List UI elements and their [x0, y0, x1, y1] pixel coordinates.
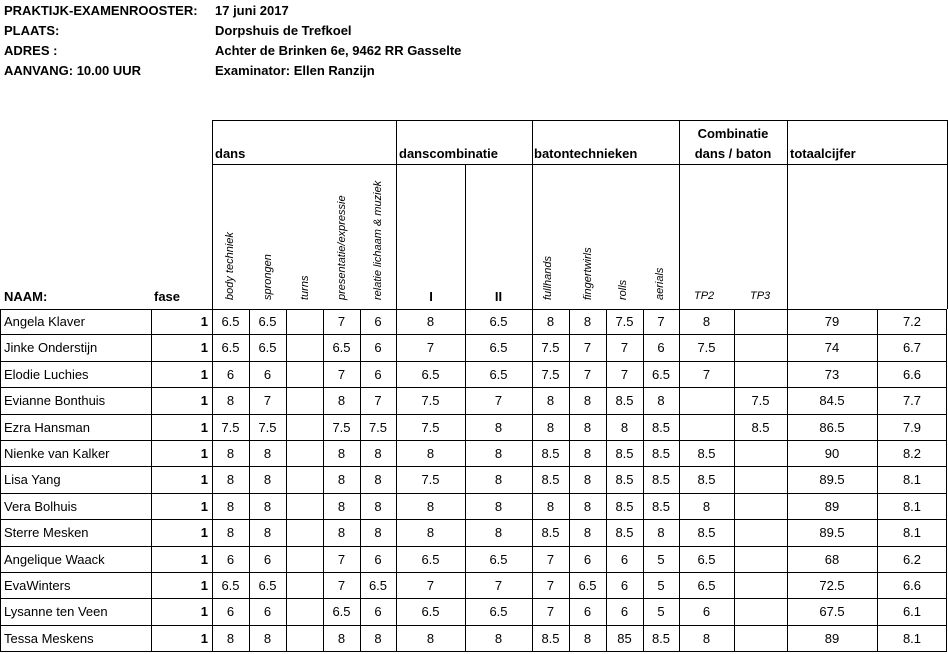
score-cell: 7.5 — [541, 340, 560, 355]
grid-line — [0, 309, 1, 652]
score-cell: 6 — [374, 552, 382, 567]
header-label-adres: ADRES : — [4, 43, 58, 58]
score-cell: 74 — [824, 340, 840, 355]
grid-line — [0, 651, 947, 652]
grid-line — [212, 120, 947, 121]
score-cell: 6.5 — [697, 578, 716, 593]
header-label-aanvang: AANVANG: 10.00 UUR — [4, 63, 142, 78]
sub-relatie: relatie lichaam & muziek — [372, 180, 384, 300]
score-cell: 7 — [620, 340, 629, 355]
score-cell: 8.5 — [615, 525, 634, 540]
sub-combi-1: I — [429, 289, 433, 304]
score-cell: 7.5 — [615, 314, 634, 329]
grid-line — [0, 334, 947, 335]
fase-value: 1 — [200, 525, 208, 540]
group-totaalcijfer: totaalcijfer — [790, 146, 856, 161]
grid-line — [212, 164, 947, 165]
score-cell: 6 — [702, 604, 711, 619]
score-cell: 8 — [546, 314, 555, 329]
score-cell: 8.5 — [541, 525, 560, 540]
score-cell: 6.5 — [651, 367, 671, 382]
grid-line — [532, 120, 533, 309]
score-cell: 6 — [374, 314, 382, 329]
student-name: Evianne Bonthuis — [4, 393, 106, 408]
score-cell: 6.5 — [489, 314, 508, 329]
student-name: Nienke van Kalker — [4, 446, 110, 461]
score-cell: 8 — [702, 314, 711, 329]
score-cell: 7 — [337, 552, 346, 567]
score-cell: 6 — [226, 367, 235, 382]
score-cell: 8 — [494, 420, 503, 435]
score-cell: 8 — [263, 446, 272, 461]
group-danscombinatie: danscombinatie — [399, 146, 498, 161]
score-cell: 89.5 — [819, 525, 845, 540]
score-cell: 7.5 — [751, 393, 770, 408]
score-cell: 8 — [702, 499, 711, 514]
fase-value: 1 — [200, 499, 208, 514]
score-cell: 89 — [824, 631, 840, 646]
score-cell: 7.5 — [421, 393, 440, 408]
score-cell: 7.5 — [541, 367, 560, 382]
score-cell: 8 — [583, 393, 592, 408]
grid-line — [0, 493, 947, 494]
score-cell: 8.5 — [541, 446, 560, 461]
grid-line — [0, 440, 947, 441]
score-cell: 8 — [337, 525, 346, 540]
group-combinatie: Combinatie — [697, 126, 769, 141]
score-cell: 8 — [546, 420, 555, 435]
score-cell: 8 — [583, 314, 592, 329]
grid-line — [0, 572, 947, 573]
score-cell: 6 — [263, 367, 272, 382]
score-cell: 8.5 — [751, 420, 770, 435]
score-cell: 6.5 — [221, 340, 240, 355]
score-cell: 6.5 — [489, 367, 508, 382]
score-cell: 8 — [494, 446, 503, 461]
grid-line — [0, 598, 947, 599]
score-cell: 6 — [583, 552, 592, 567]
grid-line — [0, 387, 947, 388]
score-cell: 6 — [226, 604, 235, 619]
col-naam: NAAM: — [4, 289, 48, 304]
score-cell: 8.5 — [651, 446, 671, 461]
score-cell: 8 — [426, 631, 435, 646]
score-cell: 6.5 — [489, 552, 508, 567]
col-fase: fase — [154, 289, 181, 304]
group-dans: dans — [215, 146, 246, 161]
sub-combi-2: II — [494, 289, 503, 304]
sub-aerials: aerials — [654, 267, 666, 300]
fase-value: 1 — [200, 446, 208, 461]
score-cell: 6.5 — [368, 578, 388, 593]
score-cell: 85 — [617, 631, 632, 646]
score-cell: 8 — [374, 472, 382, 487]
grid-line — [465, 164, 466, 309]
score-cell: 8.5 — [615, 446, 634, 461]
score-cell: 6 — [620, 578, 629, 593]
grid-line — [0, 309, 947, 310]
student-name: Jinke Onderstijn — [4, 340, 98, 355]
student-name: Elodie Luchies — [4, 367, 89, 382]
score-cell: 7 — [426, 578, 435, 593]
score-cell: 6.5 — [221, 314, 240, 329]
score-cell: 8 — [337, 446, 346, 461]
student-name: Ezra Hansman — [4, 420, 90, 435]
student-name: Lisa Yang — [4, 472, 61, 487]
score-cell: 8 — [583, 525, 592, 540]
score-cell: 8 — [426, 446, 435, 461]
fase-value: 1 — [200, 604, 208, 619]
score-cell: 7.7 — [902, 393, 922, 408]
score-cell: 8 — [583, 631, 592, 646]
score-cell: 6.5 — [421, 604, 440, 619]
score-cell: 8.5 — [651, 499, 671, 514]
grid-line — [212, 120, 213, 309]
score-cell: 6 — [374, 340, 382, 355]
fase-value: 1 — [200, 472, 208, 487]
score-cell: 7 — [583, 340, 592, 355]
score-cell: 89 — [824, 499, 840, 514]
score-cell: 7.5 — [221, 420, 240, 435]
score-cell: 8.1 — [902, 631, 922, 646]
grid-line — [679, 120, 680, 309]
score-cell: 8.5 — [651, 631, 671, 646]
score-cell: 6.5 — [489, 340, 508, 355]
score-cell: 67.5 — [819, 604, 845, 619]
sub-tp3: TP3 — [750, 290, 771, 302]
score-cell: 8.5 — [615, 393, 634, 408]
score-cell: 8 — [546, 499, 555, 514]
sub-presentatie: presentatie/expressie — [336, 195, 348, 300]
score-cell: 8 — [583, 446, 592, 461]
score-cell: 7.5 — [421, 472, 440, 487]
score-cell: 6 — [374, 604, 382, 619]
score-cell: 8 — [620, 420, 629, 435]
student-name: EvaWinters — [4, 578, 71, 593]
score-cell: 8.5 — [541, 631, 560, 646]
score-cell: 8.5 — [697, 472, 716, 487]
score-cell: 8 — [374, 446, 382, 461]
score-cell: 86.5 — [819, 420, 845, 435]
score-cell: 8 — [226, 472, 235, 487]
score-cell: 8 — [263, 472, 272, 487]
score-cell: 6.5 — [421, 552, 440, 567]
score-cell: 8 — [583, 420, 592, 435]
score-cell: 7.5 — [368, 420, 388, 435]
sub-sprongen: sprongen — [262, 254, 274, 300]
group-batontechnieken: batontechnieken — [534, 146, 638, 161]
score-cell: 6.1 — [902, 604, 922, 619]
fase-value: 1 — [200, 578, 208, 593]
grid-line — [0, 546, 947, 547]
score-cell: 7 — [546, 604, 555, 619]
header-value-plaats: Dorpshuis de Trefkoel — [215, 23, 352, 38]
score-cell: 7 — [494, 578, 503, 593]
score-cell: 8.5 — [697, 525, 716, 540]
fase-value: 1 — [200, 314, 208, 329]
score-cell: 8.5 — [541, 472, 560, 487]
score-cell: 6 — [226, 552, 235, 567]
score-cell: 68 — [824, 552, 840, 567]
student-name: Lysanne ten Veen — [4, 604, 108, 619]
student-name: Vera Bolhuis — [4, 499, 77, 514]
score-cell: 8 — [494, 631, 503, 646]
score-cell: 6.6 — [902, 367, 922, 382]
score-cell: 7 — [546, 552, 555, 567]
score-cell: 79 — [824, 314, 840, 329]
fase-value: 1 — [200, 631, 208, 646]
score-cell: 6 — [583, 604, 592, 619]
header-label-rooster: PRAKTIJK-EXAMENROOSTER: — [4, 3, 198, 18]
fase-value: 1 — [200, 340, 208, 355]
score-cell: 6.5 — [258, 314, 277, 329]
score-cell: 8.1 — [902, 499, 922, 514]
header-label-plaats: PLAATS: — [4, 23, 60, 38]
score-cell: 8 — [226, 446, 235, 461]
student-name: Angela Klaver — [4, 314, 85, 329]
score-cell: 6.5 — [489, 604, 508, 619]
score-cell: 8.5 — [615, 472, 634, 487]
score-cell: 5 — [657, 552, 665, 567]
score-cell: 6.5 — [332, 604, 351, 619]
score-cell: 8 — [546, 393, 555, 408]
score-cell: 89.5 — [819, 472, 845, 487]
header-value-examinator: Examinator: Ellen Ranzijn — [215, 63, 375, 78]
student-name: Tessa Meskens — [4, 631, 94, 646]
grid-line — [734, 309, 735, 652]
score-cell: 8 — [337, 631, 346, 646]
score-cell: 72.5 — [819, 578, 845, 593]
score-cell: 5 — [657, 604, 665, 619]
score-cell: 73 — [824, 367, 840, 382]
sub-rolls: rolls — [617, 279, 629, 300]
score-cell: 7.5 — [421, 420, 440, 435]
score-cell: 6 — [620, 552, 629, 567]
score-cell: 7.9 — [902, 420, 922, 435]
score-cell: 6.5 — [221, 578, 240, 593]
sub-tp2: TP2 — [694, 290, 715, 302]
score-cell: 7 — [337, 367, 346, 382]
score-cell: 8 — [426, 314, 435, 329]
grid-line — [286, 309, 287, 652]
score-cell: 7 — [426, 340, 435, 355]
score-cell: 6.5 — [697, 552, 716, 567]
score-cell: 7 — [657, 314, 665, 329]
score-cell: 8.1 — [902, 525, 922, 540]
grid-line — [396, 120, 397, 309]
score-cell: 6.5 — [421, 367, 440, 382]
score-cell: 8.5 — [697, 446, 716, 461]
score-cell: 5 — [657, 578, 665, 593]
grid-line — [0, 519, 947, 520]
score-cell: 7 — [337, 314, 346, 329]
score-cell: 6.5 — [258, 340, 277, 355]
score-cell: 8 — [374, 499, 382, 514]
student-name: Sterre Mesken — [4, 525, 89, 540]
grid-line — [787, 120, 788, 309]
score-cell: 6.5 — [332, 340, 351, 355]
score-cell: 6.5 — [578, 578, 597, 593]
grid-line — [0, 466, 947, 467]
score-cell: 7 — [337, 578, 346, 593]
score-cell: 6.2 — [902, 552, 922, 567]
header-value-date: 17 juni 2017 — [215, 3, 289, 18]
sub-body-techniek: body techniek — [224, 232, 236, 300]
score-cell: 8 — [583, 472, 592, 487]
score-cell: 8 — [494, 472, 503, 487]
grid-line — [0, 361, 947, 362]
score-cell: 8 — [494, 499, 503, 514]
score-cell: 8.2 — [902, 446, 922, 461]
score-cell: 8 — [657, 393, 665, 408]
fase-value: 1 — [200, 367, 208, 382]
score-cell: 6 — [263, 604, 272, 619]
score-cell: 7 — [546, 578, 555, 593]
score-cell: 7.5 — [258, 420, 277, 435]
score-cell: 6.7 — [902, 340, 922, 355]
score-cell: 8 — [426, 499, 435, 514]
score-cell: 6 — [374, 367, 382, 382]
score-cell: 7 — [702, 367, 711, 382]
score-cell: 8 — [226, 393, 235, 408]
score-cell: 7 — [263, 393, 272, 408]
score-cell: 7.5 — [697, 340, 716, 355]
fase-value: 1 — [200, 393, 208, 408]
score-cell: 8 — [583, 499, 592, 514]
student-name: Angelique Waack — [4, 552, 105, 567]
score-cell: 8 — [263, 631, 272, 646]
score-cell: 6.5 — [258, 578, 277, 593]
fase-value: 1 — [200, 552, 208, 567]
score-cell: 8 — [337, 393, 346, 408]
score-cell: 8 — [337, 499, 346, 514]
group-combinatie-sub: dans / baton — [694, 146, 772, 161]
score-cell: 8 — [657, 525, 665, 540]
score-cell: 84.5 — [819, 393, 845, 408]
score-cell: 8.1 — [902, 472, 922, 487]
sub-fingertwirls: fingertwirls — [582, 247, 594, 300]
score-cell: 7 — [374, 393, 382, 408]
score-cell: 8 — [226, 631, 235, 646]
score-cell: 8 — [426, 525, 435, 540]
score-cell: 7 — [494, 393, 503, 408]
score-cell: 6.6 — [902, 578, 922, 593]
score-cell: 7.5 — [332, 420, 351, 435]
header-value-adres: Achter de Brinken 6e, 9462 RR Gasselte — [215, 43, 462, 58]
score-cell: 8 — [263, 525, 272, 540]
grid-line — [0, 414, 947, 415]
score-cell: 8 — [374, 525, 382, 540]
score-cell: 8 — [337, 472, 346, 487]
fase-value: 1 — [200, 420, 208, 435]
score-cell: 6 — [620, 604, 629, 619]
sub-turns: turns — [299, 275, 311, 300]
score-cell: 8 — [226, 525, 235, 540]
sub-fullhands: fullhands — [542, 255, 554, 300]
score-cell: 8 — [494, 525, 503, 540]
score-cell: 8 — [374, 631, 382, 646]
score-cell: 7 — [583, 367, 592, 382]
grid-line — [0, 625, 947, 626]
score-cell: 7.2 — [902, 314, 922, 329]
score-cell: 6 — [657, 340, 665, 355]
score-cell: 8.5 — [615, 499, 634, 514]
score-cell: 90 — [824, 446, 840, 461]
score-cell: 7 — [620, 367, 629, 382]
score-cell: 8 — [263, 499, 272, 514]
score-cell: 8 — [702, 631, 711, 646]
score-cell: 8.5 — [651, 420, 671, 435]
score-cell: 8.5 — [651, 472, 671, 487]
score-cell: 8 — [226, 499, 235, 514]
score-cell: 6 — [263, 552, 272, 567]
